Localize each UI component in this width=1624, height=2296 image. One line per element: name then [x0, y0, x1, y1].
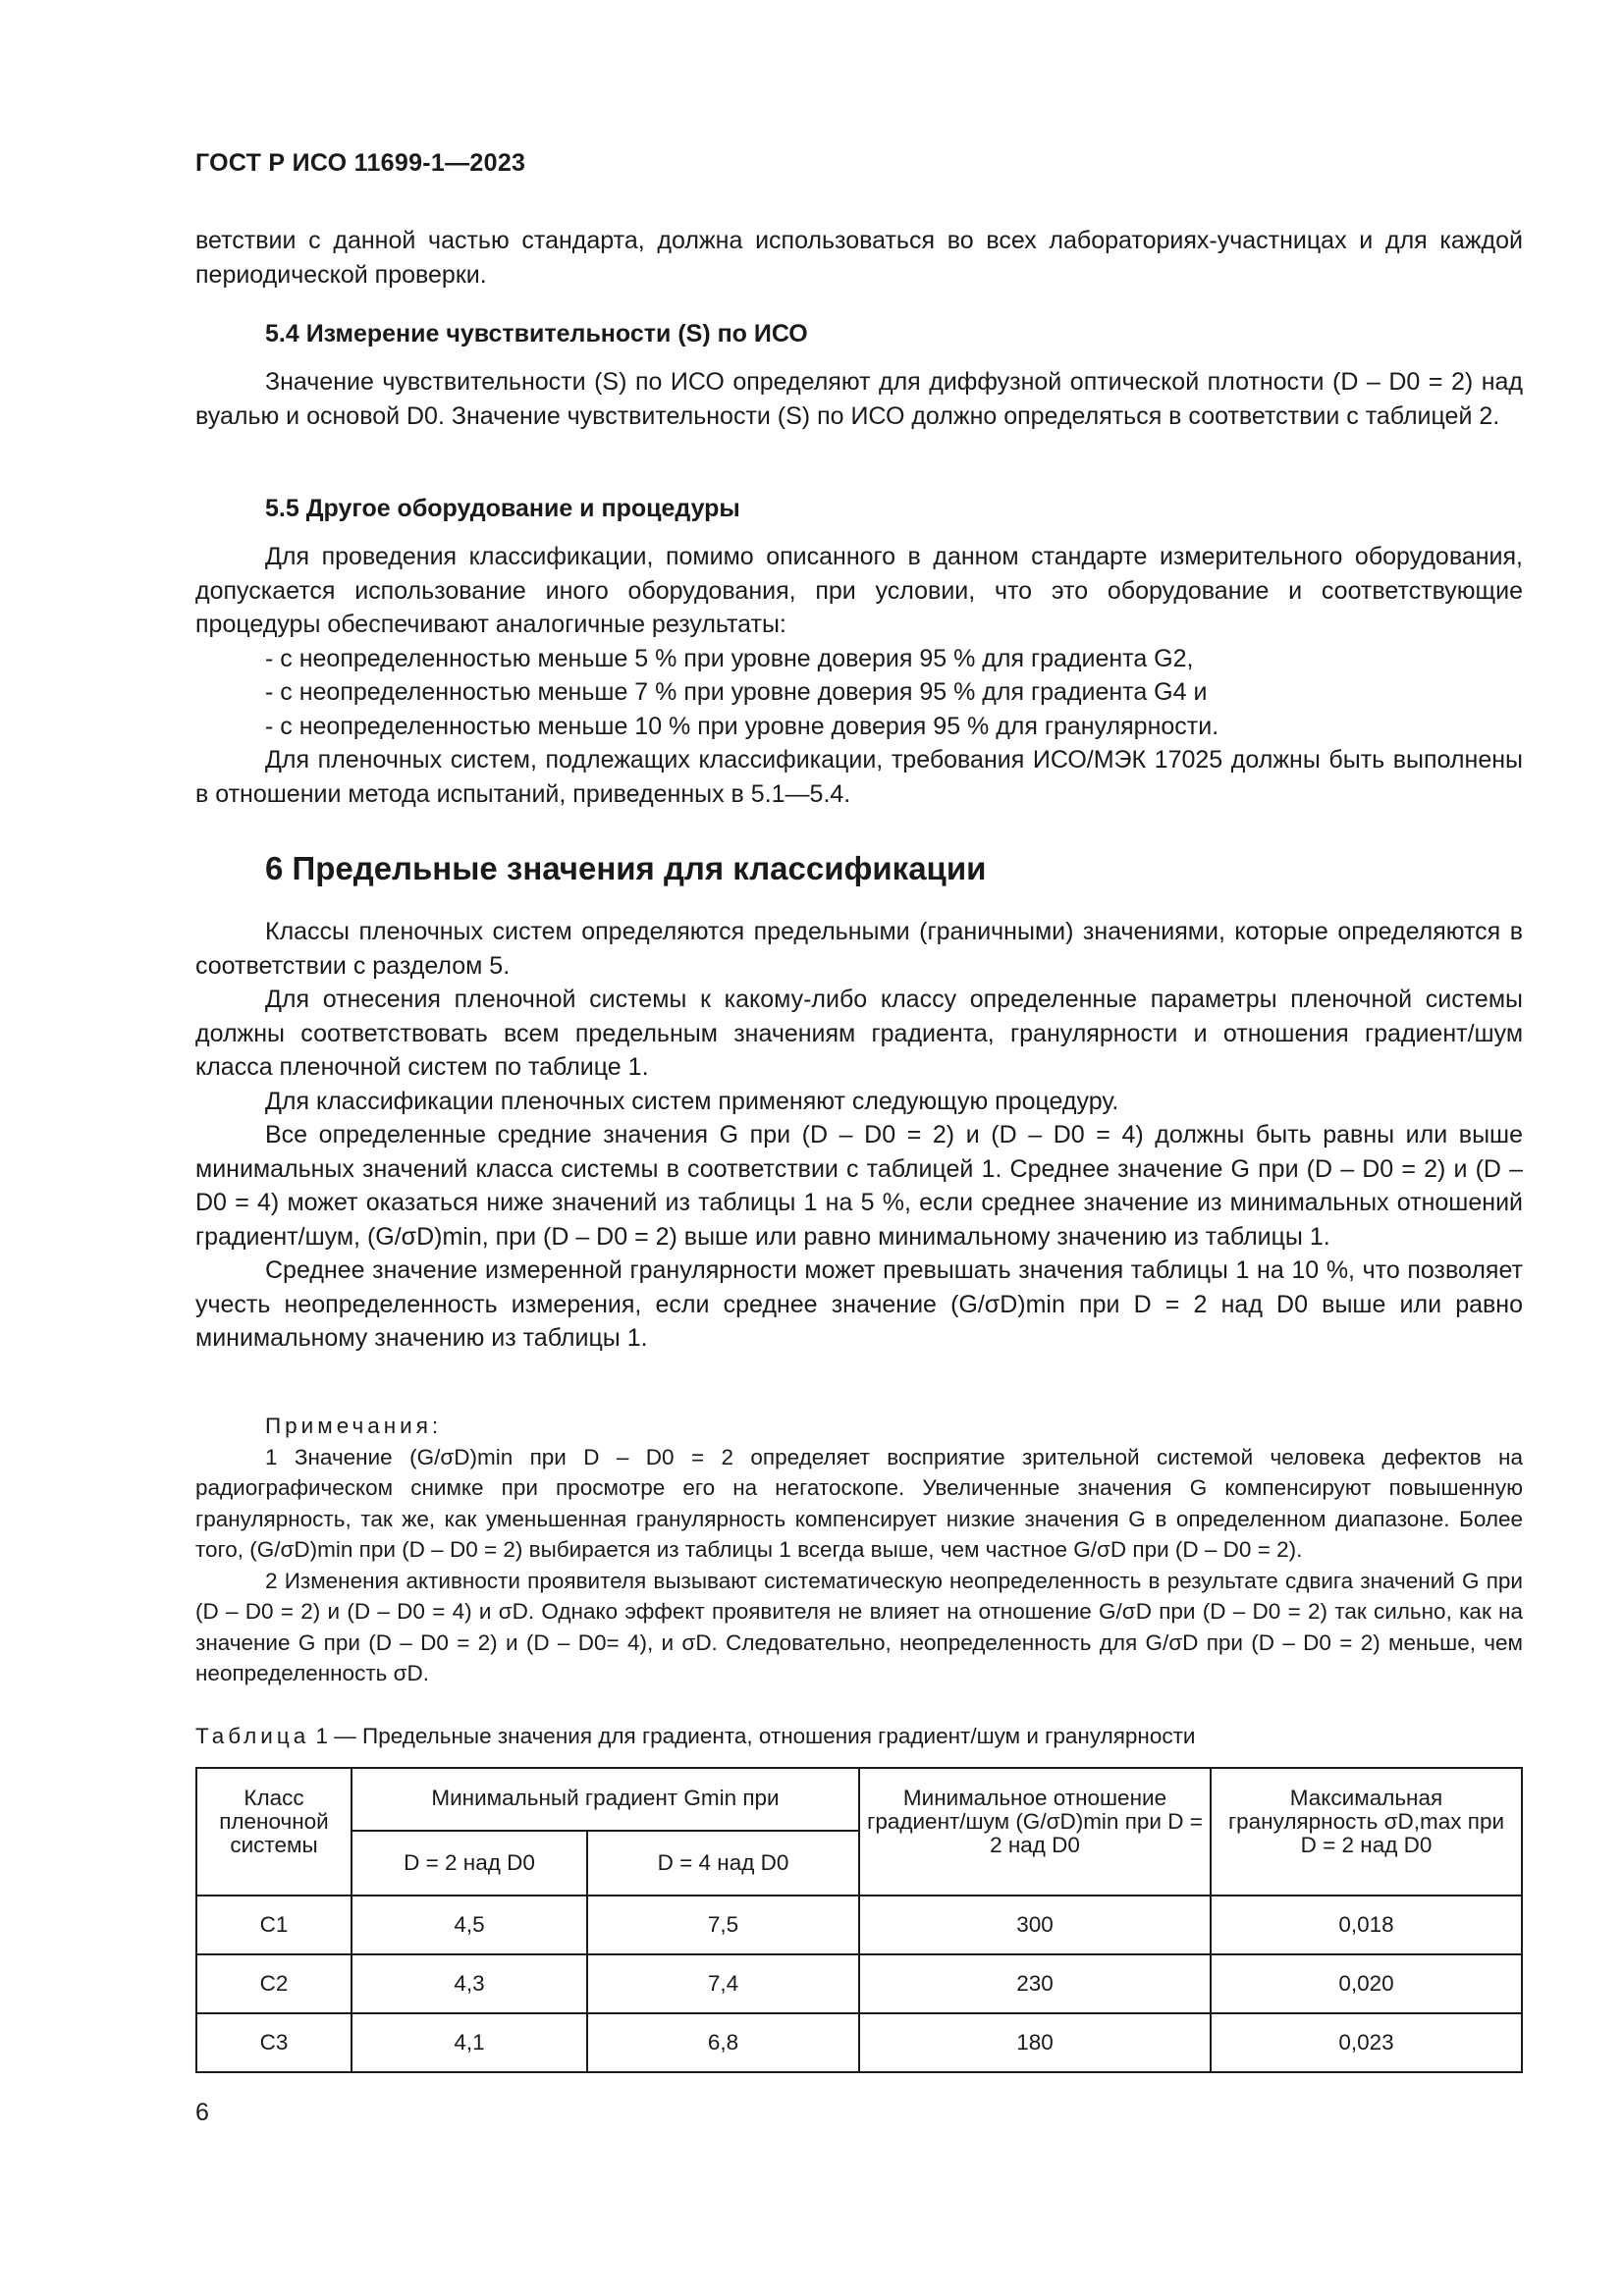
page-number: 6 — [195, 2099, 209, 2126]
note-1: 1 Значение (G/σD)min при D – D0 = 2 определяет восприятие зрительной системой человека дефектов на радиографическом снимке при просмотре его на негатоскопе. Увеличенные значения G компенсируют повышенную гранулярность, так же, как уменьшенная гранулярность компенсирует низкие значения G в определенном диапазоне. Более того, (G/σD)min при (D – D0 = 2) выбирается из таблицы 1 всегда выше, чем частное G/σD при (D – D0 = 2). — [195, 1444, 1523, 1562]
section-6-paragraph: Все определенные средние значения G при (D – D0 = 2) и (D – D0 = 4) должны быть равны или выше минимальных значений класса системы в соответствии с таблицей 1. Среднее значение G при (D – D0 = 2) и (D – D0 = 4) может оказаться ниже значений из таблицы 1 на 5 %, если среднее значение из минимальных отношений градиент/шум, (G/σD)min, при (D – D0 = 2) выше или равно минимальному значению из таблицы 1. — [195, 1121, 1523, 1251]
header-ratio: Минимальное отношение градиент/шум (G/σD)min при D = 2 над D0 — [859, 1768, 1211, 1896]
section-5-5-text2: Для пленочных систем, подлежащих классификации, требования ИСО/МЭК 17025 должны быть выполнены в отношении метода испытаний, приведенных в 5.1—5.4. — [195, 746, 1523, 808]
intro-paragraph — [195, 224, 1523, 292]
limits-table — [195, 1767, 1523, 2073]
header-g-d4: D = 4 над D0 — [587, 1831, 859, 1896]
intro-text: ветствии с данной частью стандарта, должна использоваться во всех лабораториях-участницах и для каждой периодической проверки. — [195, 227, 1523, 289]
section-5-4-body — [195, 365, 1523, 433]
header-granularity: Максимальная гранулярность σD,max при D = 2 над D0 — [1211, 1768, 1522, 1896]
cell-g2: 4,3 — [352, 1954, 587, 2013]
table-caption-label: Таблица — [195, 1724, 310, 1748]
section-5-5-text: Для проведения классификации, помимо описанного в данном стандарте измерительного оборудования, допускается использование иного оборудования, при условии, что это оборудование и соответствующие процедуры обеспечивают аналогичные результаты: — [195, 543, 1523, 638]
cell-ratio: 300 — [859, 1896, 1211, 1954]
cell-g2: 4,1 — [352, 2013, 587, 2072]
section-6-title: 6 Предельные значения для классификации — [265, 850, 987, 886]
section-6-paragraph: Среднее значение измеренной гранулярности может превышать значения таблицы 1 на 10 %, что позволяет учесть неопределенность измерения, если среднее значение (G/σD)min при D = 2 над D0 выше или равно минимальному значению из таблицы 1. — [195, 1256, 1523, 1352]
section-6-paragraph: Для отнесения пленочной системы к какому-либо классу определенные параметры пленочной системы должны соответствовать всем предельным значениям градиента, гранулярности и отношения градиент/шум класса пленочной систем по таблице 1. — [195, 986, 1523, 1081]
cell-class: C3 — [196, 2013, 352, 2072]
section-6-body — [195, 915, 1523, 1356]
notes-label: Примечания: — [265, 1414, 443, 1438]
section-5-4-text: Значение чувствительности (S) по ИСО определяют для диффузной оптической плотности (D – D0 = 2) над вуалью и основой D0. Значение чувствительности (S) по ИСО должно определяться в соответствии с таблицей 2. — [195, 368, 1523, 430]
cell-g4: 7,4 — [587, 1954, 859, 2013]
list-item: - с неопределенностью меньше 10 % при уровне доверия 95 % для гранулярности. — [265, 712, 1219, 740]
cell-ratio: 230 — [859, 1954, 1211, 2013]
list-item: - с неопределенностью меньше 5 % при уровне доверия 95 % для градиента G2, — [265, 644, 1194, 672]
section-5-5-body — [195, 540, 1523, 811]
section-5-5-title: 5.5 Другое оборудование и процедуры — [265, 495, 740, 522]
cell-g4: 7,5 — [587, 1896, 859, 1954]
header-class: Класс пленочной системы — [196, 1768, 352, 1896]
cell-g2: 4,5 — [352, 1896, 587, 1954]
cell-g4: 6,8 — [587, 2013, 859, 2072]
list-item: - с неопределенностью меньше 7 % при уровне доверия 95 % для градиента G4 и — [265, 678, 1208, 706]
cell-granularity: 0,020 — [1211, 1954, 1522, 2013]
header-g-d2: D = 2 над D0 — [352, 1831, 587, 1896]
cell-class: C1 — [196, 1896, 352, 1954]
cell-ratio: 180 — [859, 2013, 1211, 2072]
document-header: ГОСТ Р ИСО 11699-1—2023 — [195, 149, 526, 177]
cell-granularity: 0,023 — [1211, 2013, 1522, 2072]
section-6-paragraph: Для классификации пленочных систем применяют следующую процедуру. — [265, 1087, 1119, 1115]
cell-granularity: 0,018 — [1211, 1896, 1522, 1954]
note-2: 2 Изменения активности проявителя вызывают систематическую неопределенность в результате сдвига значений G при (D – D0 = 2) и (D – D0 = 4) и σD. Однако эффект проявителя не влияет на отношение G/σD при (D – D0 = 2) так сильно, как на значение G при (D – D0 = 2) и (D – D0= 4), и σD. Следовательно, неопределенность для G/σD при (D – D0 = 2) меньше, чем неопределенность σD. — [195, 1568, 1523, 1685]
table-row — [196, 2013, 1522, 2072]
table-row — [196, 1954, 1522, 2013]
table-caption-text: 1 — Предельные значения для градиента, отношения градиент/шум и гранулярности — [315, 1724, 1196, 1748]
table-caption — [195, 1724, 1195, 1749]
section-6-paragraph: Классы пленочных систем определяются предельными (граничными) значениями, которые определяются в соответствии с разделом 5. — [195, 918, 1523, 980]
notes-block — [195, 1411, 1523, 1689]
cell-class: C2 — [196, 1954, 352, 2013]
section-5-4-title: 5.4 Измерение чувствительности (S) по ИСО — [265, 320, 808, 347]
table-row — [196, 1896, 1522, 1954]
header-gmin: Минимальный градиент Gmin при — [352, 1768, 859, 1831]
